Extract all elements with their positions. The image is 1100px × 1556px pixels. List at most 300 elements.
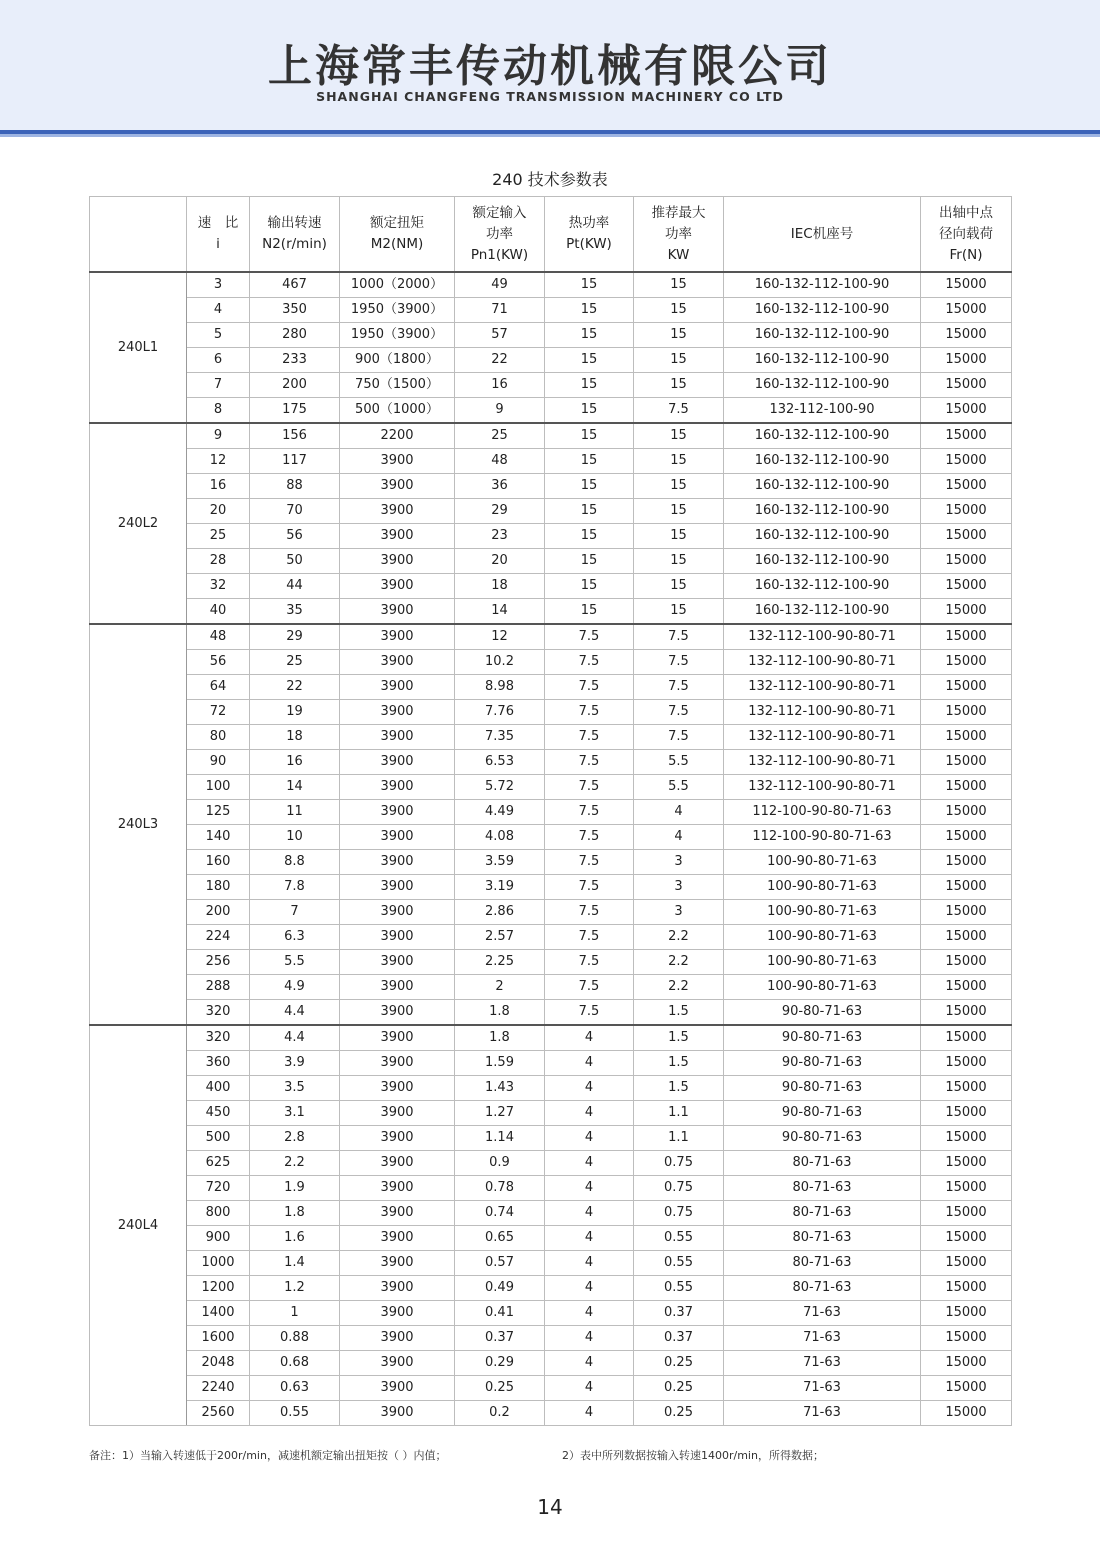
cell-iec-frame: 132-112-100-90-80-71 [724, 775, 921, 800]
cell-rated-torque: 3900 [340, 624, 455, 650]
cell-output-speed: 88 [250, 474, 340, 499]
table-row [90, 750, 1012, 775]
cell-rated-input-power: 1.43 [455, 1076, 545, 1101]
cell-recommended-max-power: 7.5 [634, 650, 724, 675]
cell-radial-load: 15000 [921, 925, 1012, 950]
table-body [90, 272, 1012, 1426]
cell-iec-frame: 100-90-80-71-63 [724, 900, 921, 925]
header-line: 推荐最大 [651, 204, 706, 221]
cell-recommended-max-power: 3 [634, 850, 724, 875]
header-line: 额定扭矩 [370, 215, 424, 231]
cell-ratio: 64 [187, 675, 250, 700]
cell-ratio: 1000 [187, 1251, 250, 1276]
header-line: Pt(KW) [566, 236, 612, 252]
cell-ratio: 5 [187, 323, 250, 348]
cell-radial-load: 15000 [921, 348, 1012, 373]
table-row [90, 950, 1012, 975]
cell-ratio: 900 [187, 1226, 250, 1251]
cell-thermal-power: 15 [545, 373, 634, 398]
table-row [90, 323, 1012, 348]
cell-radial-load: 15000 [921, 750, 1012, 775]
cell-ratio: 90 [187, 750, 250, 775]
cell-rated-input-power: 0.49 [455, 1276, 545, 1301]
header-line: KW [667, 246, 690, 263]
cell-rated-input-power: 0.74 [455, 1201, 545, 1226]
cell-output-speed: 233 [250, 348, 340, 373]
table-row [90, 1226, 1012, 1251]
cell-iec-frame: 112-100-90-80-71-63 [724, 800, 921, 825]
cell-rated-torque: 3900 [340, 950, 455, 975]
cell-output-speed: 2.8 [250, 1126, 340, 1151]
cell-thermal-power: 7.5 [545, 950, 634, 975]
cell-radial-load: 15000 [921, 499, 1012, 524]
cell-recommended-max-power: 3 [634, 900, 724, 925]
cell-rated-input-power: 16 [455, 373, 545, 398]
cell-radial-load: 15000 [921, 1301, 1012, 1326]
cell-recommended-max-power: 7.5 [634, 398, 724, 424]
header-line: 输出转速 [267, 215, 322, 231]
cell-rated-torque: 3900 [340, 925, 455, 950]
cell-rated-input-power: 5.72 [455, 775, 545, 800]
cell-thermal-power: 15 [545, 599, 634, 625]
cell-recommended-max-power: 15 [634, 298, 724, 323]
table-row [90, 1376, 1012, 1401]
cell-thermal-power: 4 [545, 1076, 634, 1101]
cell-output-speed: 16 [250, 750, 340, 775]
cell-iec-frame: 160-132-112-100-90 [724, 449, 921, 474]
cell-output-speed: 5.5 [250, 950, 340, 975]
cell-recommended-max-power: 0.37 [634, 1326, 724, 1351]
cell-iec-frame: 71-63 [724, 1301, 921, 1326]
cell-rated-input-power: 12 [455, 624, 545, 650]
cell-rated-torque: 3900 [340, 900, 455, 925]
cell-ratio: 1400 [187, 1301, 250, 1326]
header-line: 径向载荷 [939, 225, 993, 242]
cell-output-speed: 117 [250, 449, 340, 474]
cell-recommended-max-power: 2.2 [634, 925, 724, 950]
cell-radial-load: 15000 [921, 675, 1012, 700]
table-row [90, 700, 1012, 725]
cell-output-speed: 1 [250, 1301, 340, 1326]
cell-output-speed: 4.4 [250, 1025, 340, 1051]
cell-iec-frame: 90-80-71-63 [724, 1051, 921, 1076]
cell-iec-frame: 160-132-112-100-90 [724, 599, 921, 625]
cell-iec-frame: 160-132-112-100-90 [724, 373, 921, 398]
parameter-table [89, 196, 1012, 1426]
cell-output-speed: 56 [250, 524, 340, 549]
cell-thermal-power: 7.5 [545, 624, 634, 650]
cell-recommended-max-power: 15 [634, 474, 724, 499]
cell-iec-frame: 132-112-100-90-80-71 [724, 675, 921, 700]
cell-radial-load: 15000 [921, 549, 1012, 574]
cell-radial-load: 15000 [921, 423, 1012, 449]
table-row [90, 398, 1012, 424]
cell-iec-frame: 71-63 [724, 1376, 921, 1401]
cell-radial-load: 15000 [921, 950, 1012, 975]
header-recommended-max-power [634, 197, 724, 273]
cell-ratio: 32 [187, 574, 250, 599]
cell-output-speed: 2.2 [250, 1151, 340, 1176]
cell-ratio: 1200 [187, 1276, 250, 1301]
cell-recommended-max-power: 7.5 [634, 700, 724, 725]
footnote-2: 2）表中所列数据按输入转速1400r/min，所得数据； [562, 1449, 824, 1462]
cell-radial-load: 15000 [921, 323, 1012, 348]
cell-rated-torque: 3900 [340, 775, 455, 800]
cell-thermal-power: 7.5 [545, 800, 634, 825]
cell-rated-input-power: 8.98 [455, 675, 545, 700]
company-name-english: SHANGHAI CHANGFENG TRANSMISSION MACHINERY CO LTD [316, 89, 784, 104]
cell-recommended-max-power: 1.5 [634, 1076, 724, 1101]
table-row [90, 850, 1012, 875]
cell-thermal-power: 4 [545, 1101, 634, 1126]
cell-ratio: 100 [187, 775, 250, 800]
table-row [90, 549, 1012, 574]
cell-iec-frame: 132-112-100-90-80-71 [724, 624, 921, 650]
cell-output-speed: 14 [250, 775, 340, 800]
cell-output-speed: 4.9 [250, 975, 340, 1000]
company-name-chinese: 上海常丰传动机械有限公司 [268, 41, 832, 92]
cell-rated-input-power: 71 [455, 298, 545, 323]
cell-radial-load: 15000 [921, 1201, 1012, 1226]
table-row [90, 624, 1012, 650]
table-row [90, 298, 1012, 323]
cell-rated-torque: 3900 [340, 1276, 455, 1301]
cell-iec-frame: 100-90-80-71-63 [724, 850, 921, 875]
cell-rated-input-power: 2.57 [455, 925, 545, 950]
table-row [90, 1051, 1012, 1076]
cell-output-speed: 18 [250, 725, 340, 750]
cell-rated-input-power: 14 [455, 599, 545, 625]
cell-ratio: 28 [187, 549, 250, 574]
cell-radial-load: 15000 [921, 1251, 1012, 1276]
cell-output-speed: 8.8 [250, 850, 340, 875]
cell-recommended-max-power: 0.55 [634, 1276, 724, 1301]
cell-thermal-power: 4 [545, 1326, 634, 1351]
header-output-speed [250, 197, 340, 273]
cell-rated-torque: 3900 [340, 1151, 455, 1176]
cell-radial-load: 15000 [921, 900, 1012, 925]
cell-iec-frame: 160-132-112-100-90 [724, 574, 921, 599]
cell-ratio: 720 [187, 1176, 250, 1201]
cell-rated-torque: 3900 [340, 574, 455, 599]
cell-thermal-power: 15 [545, 524, 634, 549]
cell-rated-torque: 3900 [340, 700, 455, 725]
cell-rated-torque: 3900 [340, 1101, 455, 1126]
cell-recommended-max-power: 2.2 [634, 975, 724, 1000]
cell-radial-load: 15000 [921, 1226, 1012, 1251]
table-row [90, 423, 1012, 449]
cell-output-speed: 10 [250, 825, 340, 850]
cell-rated-torque: 3900 [340, 875, 455, 900]
cell-ratio: 56 [187, 650, 250, 675]
cell-rated-torque: 3900 [340, 1126, 455, 1151]
cell-thermal-power: 7.5 [545, 975, 634, 1000]
cell-rated-input-power: 6.53 [455, 750, 545, 775]
cell-output-speed: 175 [250, 398, 340, 424]
cell-radial-load: 15000 [921, 775, 1012, 800]
cell-rated-input-power: 25 [455, 423, 545, 449]
cell-rated-input-power: 0.78 [455, 1176, 545, 1201]
cell-recommended-max-power: 15 [634, 272, 724, 298]
cell-rated-torque: 1950（3900） [340, 298, 455, 323]
cell-radial-load: 15000 [921, 1276, 1012, 1301]
cell-ratio: 4 [187, 298, 250, 323]
cell-thermal-power: 4 [545, 1025, 634, 1051]
cell-rated-input-power: 48 [455, 449, 545, 474]
cell-recommended-max-power: 5.5 [634, 750, 724, 775]
cell-thermal-power: 4 [545, 1401, 634, 1426]
footnote-1: 备注：1）当输入转速低于200r/min，减速机额定输出扭矩按（ ）内值； [89, 1449, 447, 1462]
cell-output-speed: 19 [250, 700, 340, 725]
cell-rated-input-power: 0.41 [455, 1301, 545, 1326]
cell-output-speed: 0.88 [250, 1326, 340, 1351]
table-row [90, 1401, 1012, 1426]
cell-ratio: 500 [187, 1126, 250, 1151]
cell-radial-load: 15000 [921, 1376, 1012, 1401]
header-divider-light [0, 134, 1100, 137]
cell-thermal-power: 4 [545, 1151, 634, 1176]
cell-thermal-power: 7.5 [545, 650, 634, 675]
cell-recommended-max-power: 1.1 [634, 1126, 724, 1151]
cell-ratio: 400 [187, 1076, 250, 1101]
header-iec-frame [724, 197, 921, 273]
cell-radial-load: 15000 [921, 624, 1012, 650]
cell-output-speed: 0.63 [250, 1376, 340, 1401]
cell-output-speed: 3.1 [250, 1101, 340, 1126]
cell-radial-load: 15000 [921, 599, 1012, 625]
cell-output-speed: 1.2 [250, 1276, 340, 1301]
cell-rated-input-power: 1.27 [455, 1101, 545, 1126]
cell-rated-input-power: 36 [455, 474, 545, 499]
cell-iec-frame: 100-90-80-71-63 [724, 975, 921, 1000]
cell-radial-load: 15000 [921, 1101, 1012, 1126]
header-line: Fr(N) [949, 246, 983, 263]
cell-radial-load: 15000 [921, 800, 1012, 825]
header-line: M2(NM) [370, 236, 424, 252]
cell-radial-load: 15000 [921, 449, 1012, 474]
cell-iec-frame: 80-71-63 [724, 1276, 921, 1301]
cell-ratio: 224 [187, 925, 250, 950]
cell-recommended-max-power: 0.55 [634, 1226, 724, 1251]
cell-recommended-max-power: 1.5 [634, 1025, 724, 1051]
cell-rated-torque: 3900 [340, 1301, 455, 1326]
cell-recommended-max-power: 15 [634, 524, 724, 549]
cell-iec-frame: 100-90-80-71-63 [724, 950, 921, 975]
cell-recommended-max-power: 0.75 [634, 1201, 724, 1226]
cell-ratio: 450 [187, 1101, 250, 1126]
cell-ratio: 9 [187, 423, 250, 449]
cell-ratio: 20 [187, 499, 250, 524]
cell-thermal-power: 7.5 [545, 875, 634, 900]
cell-output-speed: 6.3 [250, 925, 340, 950]
cell-thermal-power: 4 [545, 1251, 634, 1276]
cell-ratio: 16 [187, 474, 250, 499]
cell-iec-frame: 160-132-112-100-90 [724, 348, 921, 373]
cell-recommended-max-power: 4 [634, 825, 724, 850]
table-row [90, 875, 1012, 900]
table-row [90, 524, 1012, 549]
cell-output-speed: 35 [250, 599, 340, 625]
cell-radial-load: 15000 [921, 1076, 1012, 1101]
cell-rated-input-power: 20 [455, 549, 545, 574]
cell-thermal-power: 15 [545, 449, 634, 474]
cell-thermal-power: 15 [545, 474, 634, 499]
cell-ratio: 7 [187, 373, 250, 398]
header-line: 功率 [665, 225, 692, 242]
cell-rated-torque: 1950（3900） [340, 323, 455, 348]
cell-iec-frame: 132-112-100-90-80-71 [724, 750, 921, 775]
cell-ratio: 800 [187, 1201, 250, 1226]
cell-ratio: 40 [187, 599, 250, 625]
cell-output-speed: 0.55 [250, 1401, 340, 1426]
cell-rated-input-power: 18 [455, 574, 545, 599]
cell-output-speed: 25 [250, 650, 340, 675]
model-cell: 240L2 [90, 423, 187, 624]
cell-recommended-max-power: 0.25 [634, 1376, 724, 1401]
cell-radial-load: 15000 [921, 1176, 1012, 1201]
cell-recommended-max-power: 15 [634, 449, 724, 474]
table-row [90, 775, 1012, 800]
cell-thermal-power: 15 [545, 272, 634, 298]
cell-rated-torque: 3900 [340, 650, 455, 675]
cell-ratio: 160 [187, 850, 250, 875]
table-row [90, 1176, 1012, 1201]
cell-rated-torque: 3900 [340, 675, 455, 700]
cell-rated-torque: 500（1000） [340, 398, 455, 424]
cell-thermal-power: 15 [545, 499, 634, 524]
cell-ratio: 3 [187, 272, 250, 298]
cell-ratio: 12 [187, 449, 250, 474]
cell-radial-load: 15000 [921, 1351, 1012, 1376]
cell-rated-torque: 3900 [340, 800, 455, 825]
cell-ratio: 8 [187, 398, 250, 424]
cell-rated-torque: 1000（2000） [340, 272, 455, 298]
cell-iec-frame: 160-132-112-100-90 [724, 298, 921, 323]
header-rated-torque [340, 197, 455, 273]
cell-thermal-power: 4 [545, 1201, 634, 1226]
cell-rated-input-power: 0.2 [455, 1401, 545, 1426]
cell-rated-torque: 3900 [340, 1351, 455, 1376]
cell-rated-torque: 3900 [340, 1176, 455, 1201]
table-row [90, 650, 1012, 675]
cell-iec-frame: 112-100-90-80-71-63 [724, 825, 921, 850]
cell-iec-frame: 80-71-63 [724, 1201, 921, 1226]
cell-iec-frame: 90-80-71-63 [724, 1076, 921, 1101]
table-row [90, 1000, 1012, 1026]
cell-iec-frame: 160-132-112-100-90 [724, 474, 921, 499]
table-row [90, 1301, 1012, 1326]
cell-rated-input-power: 0.57 [455, 1251, 545, 1276]
cell-iec-frame: 80-71-63 [724, 1251, 921, 1276]
cell-iec-frame: 71-63 [724, 1401, 921, 1426]
cell-radial-load: 15000 [921, 650, 1012, 675]
cell-recommended-max-power: 7.5 [634, 624, 724, 650]
cell-thermal-power: 15 [545, 423, 634, 449]
cell-iec-frame: 90-80-71-63 [724, 1000, 921, 1026]
cell-iec-frame: 100-90-80-71-63 [724, 875, 921, 900]
cell-output-speed: 29 [250, 624, 340, 650]
cell-rated-input-power: 49 [455, 272, 545, 298]
cell-thermal-power: 4 [545, 1126, 634, 1151]
header-model-cell [90, 197, 187, 273]
cell-recommended-max-power: 15 [634, 599, 724, 625]
header-line: Pn1(KW) [470, 246, 529, 263]
cell-iec-frame: 132-112-100-90-80-71 [724, 700, 921, 725]
cell-ratio: 625 [187, 1151, 250, 1176]
cell-rated-torque: 3900 [340, 750, 455, 775]
cell-thermal-power: 4 [545, 1226, 634, 1251]
cell-iec-frame: 80-71-63 [724, 1151, 921, 1176]
cell-output-speed: 0.68 [250, 1351, 340, 1376]
cell-rated-torque: 3900 [340, 599, 455, 625]
model-cell: 240L4 [90, 1025, 187, 1426]
cell-ratio: 2240 [187, 1376, 250, 1401]
cell-thermal-power: 4 [545, 1351, 634, 1376]
cell-radial-load: 15000 [921, 1326, 1012, 1351]
cell-ratio: 48 [187, 624, 250, 650]
cell-thermal-power: 7.5 [545, 700, 634, 725]
cell-recommended-max-power: 15 [634, 348, 724, 373]
cell-iec-frame: 132-112-100-90 [724, 398, 921, 424]
cell-output-speed: 7.8 [250, 875, 340, 900]
table-row [90, 800, 1012, 825]
cell-iec-frame: 132-112-100-90-80-71 [724, 650, 921, 675]
cell-rated-torque: 3900 [340, 850, 455, 875]
cell-rated-input-power: 7.76 [455, 700, 545, 725]
table-row [90, 499, 1012, 524]
cell-iec-frame: 160-132-112-100-90 [724, 499, 921, 524]
cell-rated-torque: 3900 [340, 524, 455, 549]
cell-thermal-power: 15 [545, 348, 634, 373]
cell-ratio: 180 [187, 875, 250, 900]
cell-output-speed: 44 [250, 574, 340, 599]
cell-radial-load: 15000 [921, 574, 1012, 599]
cell-output-speed: 70 [250, 499, 340, 524]
cell-rated-torque: 3900 [340, 1076, 455, 1101]
header-rated-input-power [455, 197, 545, 273]
cell-rated-torque: 3900 [340, 825, 455, 850]
cell-thermal-power: 7.5 [545, 725, 634, 750]
cell-iec-frame: 90-80-71-63 [724, 1101, 921, 1126]
cell-radial-load: 15000 [921, 474, 1012, 499]
cell-rated-torque: 3900 [340, 1051, 455, 1076]
cell-rated-input-power: 0.9 [455, 1151, 545, 1176]
cell-recommended-max-power: 5.5 [634, 775, 724, 800]
cell-output-speed: 3.5 [250, 1076, 340, 1101]
cell-rated-torque: 3900 [340, 1201, 455, 1226]
cell-output-speed: 7 [250, 900, 340, 925]
cell-rated-torque: 2200 [340, 423, 455, 449]
cell-iec-frame: 100-90-80-71-63 [724, 925, 921, 950]
cell-output-speed: 350 [250, 298, 340, 323]
header-line: 速 比 [197, 215, 239, 231]
cell-rated-input-power: 4.49 [455, 800, 545, 825]
cell-rated-input-power: 2.25 [455, 950, 545, 975]
cell-iec-frame: 71-63 [724, 1351, 921, 1376]
table-row [90, 1151, 1012, 1176]
cell-rated-torque: 3900 [340, 1326, 455, 1351]
cell-rated-torque: 3900 [340, 725, 455, 750]
cell-radial-load: 15000 [921, 1401, 1012, 1426]
model-cell: 240L1 [90, 272, 187, 423]
header-line: 出轴中点 [939, 204, 993, 221]
cell-recommended-max-power: 15 [634, 423, 724, 449]
table-row [90, 1126, 1012, 1151]
table-row [90, 1326, 1012, 1351]
cell-recommended-max-power: 1.1 [634, 1101, 724, 1126]
cell-radial-load: 15000 [921, 875, 1012, 900]
cell-rated-torque: 3900 [340, 474, 455, 499]
